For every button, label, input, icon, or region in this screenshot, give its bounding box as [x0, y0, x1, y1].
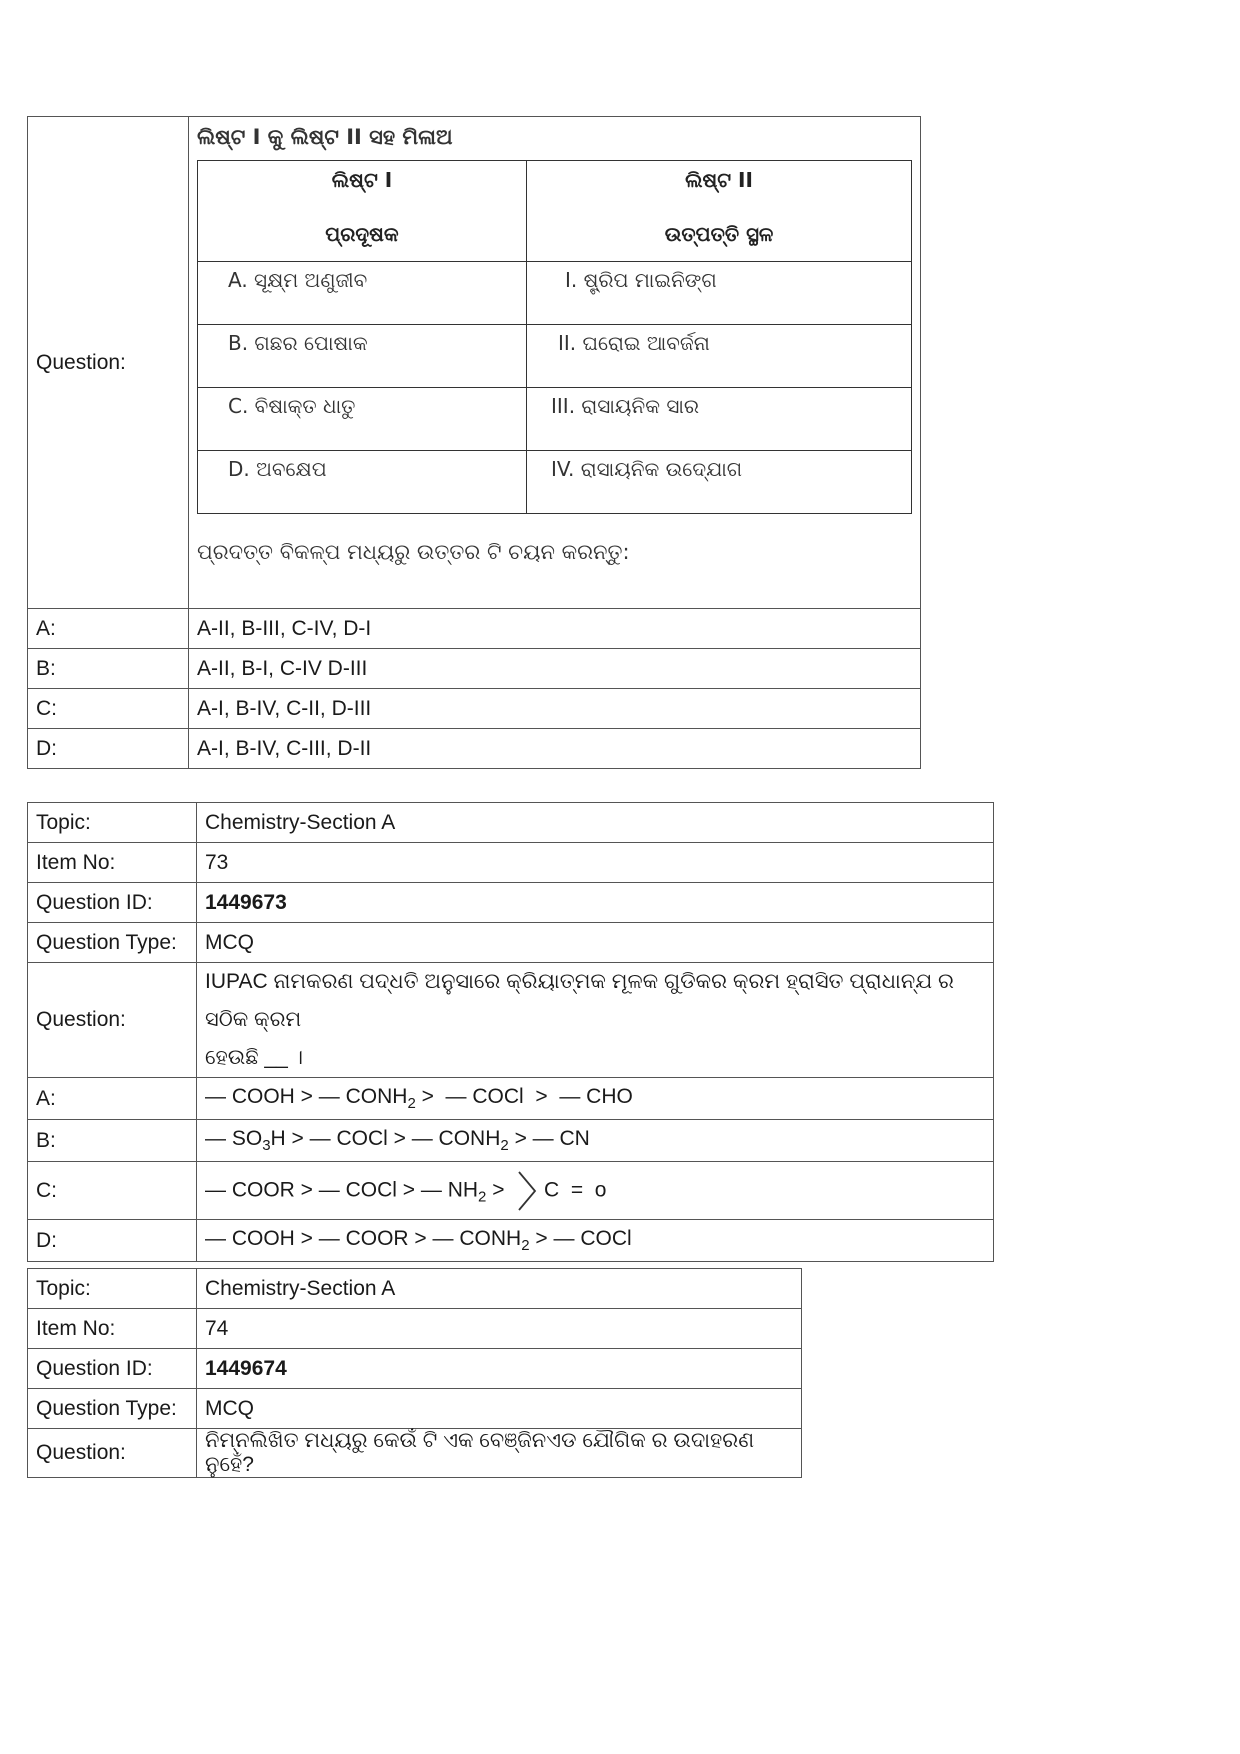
- option-c-part: C = o: [544, 1178, 607, 1202]
- option-b-part: H > — COCl > — CONH: [270, 1126, 501, 1150]
- option-d-part: — COOH > — COOR > — CONH: [205, 1226, 522, 1250]
- answer-prompt: ପ୍ରଦତ୍ତ ବିକଳ୍ପ ମଧ୍ୟରୁ ଉତ୍ତର ଟି ଚୟନ କରନ୍ତୁ:: [197, 540, 630, 564]
- option-c[interactable]: A-I, B-IV, C-II, D-III: [189, 689, 921, 729]
- list2-heading: ଲିଷ୍ଟ II: [685, 168, 753, 192]
- option-b-part: > — CN: [508, 1126, 590, 1150]
- list2-item: II. ଘରୋଇ ଆବର୍ଜନା: [558, 331, 710, 355]
- match-row: [198, 262, 912, 325]
- question-type-value: MCQ: [197, 923, 994, 963]
- subscript: 2: [407, 1095, 416, 1113]
- question-label: Question:: [28, 1429, 197, 1478]
- option-d-label: D:: [28, 729, 189, 769]
- topic-label: Topic:: [28, 803, 197, 843]
- question-content: [189, 117, 921, 609]
- option-a-label: A:: [28, 609, 189, 649]
- question-text: [197, 963, 994, 1078]
- option-a[interactable]: [197, 1078, 994, 1120]
- list1-item: D. ଅବକ୍ଷେପ: [228, 457, 327, 481]
- option-a-label: A:: [28, 1078, 197, 1120]
- list1-heading: ଲିଷ୍ଟ I: [331, 168, 393, 192]
- subscript: 3: [262, 1137, 271, 1155]
- question-line-1: IUPAC ନାମକରଣ ପଦ୍ଧତି ଅନୁସାରେ କ୍ରିୟାତ୍ମକ ମୂଳକ ଗୁଡିକର କ୍ରମ ହ୍ରାସିତ ପ୍ରାଧାନ୍ଯ ର ସଠିକ କ୍ରମ: [205, 970, 954, 1031]
- option-b[interactable]: A-II, B-I, C-IV D-III: [189, 649, 921, 689]
- item-no-value: 73: [197, 843, 994, 883]
- option-c-label: C:: [28, 689, 189, 729]
- list2-item: III. ରାସାୟନିକ ସାର: [551, 394, 700, 418]
- list1-item: B. ଗଛର ପୋଷାକ: [228, 331, 368, 355]
- question-label-text: Question:: [36, 350, 126, 374]
- question-line-2: ହେଉଛି __ ।: [205, 1046, 304, 1069]
- option-c-part: >: [486, 1178, 511, 1202]
- option-a-part: > — COCl > — CHO: [415, 1084, 633, 1108]
- question-type-value: MCQ: [197, 1389, 802, 1429]
- option-c-part: — COOR > — COCl > — NH: [205, 1178, 479, 1202]
- option-d-label: D:: [28, 1220, 197, 1262]
- match-row: [198, 451, 912, 514]
- question-id-value: 1449674: [197, 1349, 802, 1389]
- question-73-table: [27, 802, 994, 1262]
- list1-item: A. ସୂକ୍ଷ୍ମ ଅଣୁଜୀବ: [228, 268, 368, 292]
- question-74-table: [27, 1268, 802, 1478]
- option-a-part: — COOH > — CONH: [205, 1084, 408, 1108]
- option-d[interactable]: [197, 1220, 994, 1262]
- option-b-part: — SO: [205, 1126, 263, 1150]
- item-no-label: Item No:: [28, 1309, 197, 1349]
- topic-value: Chemistry-Section A: [197, 1269, 802, 1309]
- option-c-label: C:: [28, 1162, 197, 1220]
- item-no-value: 74: [197, 1309, 802, 1349]
- option-b-label: B:: [28, 1120, 197, 1162]
- question-label: [28, 117, 189, 609]
- option-a[interactable]: A-II, B-III, C-IV, D-I: [189, 609, 921, 649]
- question-72-table: [27, 116, 921, 769]
- question-type-label: Question Type:: [28, 923, 197, 963]
- list2-subheading: ଉତ୍ପତ୍ତି ସ୍ଥଳ: [664, 222, 774, 246]
- option-b-label: B:: [28, 649, 189, 689]
- option-d-part: > — COCl: [529, 1226, 632, 1250]
- question-label: Question:: [28, 963, 197, 1078]
- match-row: [198, 388, 912, 451]
- match-row: [198, 325, 912, 388]
- topic-value: Chemistry-Section A: [197, 803, 994, 843]
- match-table: [197, 160, 912, 514]
- question-text: ନିମ୍ନଲିଖିତ ମଧ୍ୟରୁ କେଉଁ ଟି ଏକ ବେଞ୍ଜିନଏଡ ଯୌଗିକ ର ଉଦାହରଣ ନୁହେଁ?: [197, 1429, 802, 1478]
- subscript: 2: [478, 1188, 487, 1206]
- list2-header: [527, 161, 912, 262]
- option-d[interactable]: A-I, B-IV, C-III, D-II: [189, 729, 921, 769]
- list2-item: IV. ରାସାୟନିକ ଉଦ୍ଯୋଗ: [551, 457, 743, 481]
- option-b[interactable]: [197, 1120, 994, 1162]
- match-instruction: ଲିଷ୍ଟ I କୁ ଲିଷ୍ଟ II ସହ ମିଳାଅ: [197, 125, 453, 149]
- list2-item: I. ଷ୍ଟ୍ରିପ ମାଇନିଙ୍ଗ: [565, 268, 717, 292]
- ketone-bond-icon: [516, 1169, 538, 1213]
- item-no-label: Item No:: [28, 843, 197, 883]
- list1-subheading: ପ୍ରଦୂଷକ: [325, 222, 399, 246]
- question-id-label: Question ID:: [28, 883, 197, 923]
- question-id-value: 1449673: [197, 883, 994, 923]
- question-id-label: Question ID:: [28, 1349, 197, 1389]
- subscript: 2: [521, 1237, 530, 1255]
- topic-label: Topic:: [28, 1269, 197, 1309]
- option-c[interactable]: [197, 1162, 994, 1220]
- subscript: 2: [500, 1137, 509, 1155]
- list1-header: [198, 161, 527, 262]
- question-type-label: Question Type:: [28, 1389, 197, 1429]
- list1-item: C. ବିଷାକ୍ତ ଧାତୁ: [228, 394, 356, 418]
